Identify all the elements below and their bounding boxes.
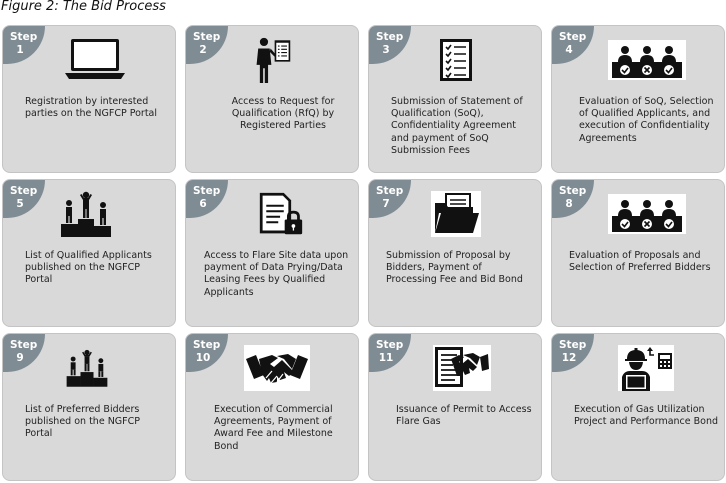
step-number: 6 [199, 198, 207, 210]
step-card [551, 179, 725, 327]
step-badge [3, 180, 45, 218]
step-number: 9 [16, 352, 24, 364]
step-number: 3 [382, 44, 390, 56]
step-word: Step [193, 31, 221, 43]
podium-icon [59, 191, 113, 237]
figure-title: Figure 2: The Bid Process [1, 0, 166, 14]
step-number: 11 [378, 352, 394, 364]
step-badge [552, 334, 594, 372]
step-word: Step [10, 31, 38, 43]
step-card [185, 25, 359, 173]
step-description: Evaluation of Proposals and Selection of Preferred Bidders [569, 250, 711, 274]
step-word: Step [193, 185, 221, 197]
handshake-icon [244, 345, 310, 391]
step-number: 8 [565, 198, 573, 210]
step-number: 7 [382, 198, 390, 210]
evaluation-panel-icon [608, 37, 686, 83]
step-card [2, 179, 176, 327]
folder-icon [431, 191, 481, 237]
step-badge [369, 26, 411, 64]
step-number: 5 [16, 198, 24, 210]
podium-icon [65, 345, 109, 391]
step-description: Execution of Gas Utilization Project and Performance Bond [574, 404, 719, 428]
engineer-icon [618, 345, 674, 391]
step-description: Access to Request for Qualification (RfQ) by Registered Parties [231, 96, 335, 132]
step-description: Submission of Proposal by Bidders, Payment of Processing Fee and Bid Bond [386, 250, 523, 286]
step-description: Evaluation of SoQ, Selection of Qualified Applicants, and execution of Confidentiality Agreements [579, 96, 714, 144]
step-number: 2 [199, 44, 207, 56]
step-word: Step [10, 185, 38, 197]
step-badge [3, 26, 45, 64]
step-card [368, 179, 542, 327]
step-card [185, 179, 359, 327]
step-number: 4 [565, 44, 573, 56]
step-number: 10 [195, 352, 211, 364]
step-card [551, 25, 725, 173]
step-badge [369, 180, 411, 218]
step-word: Step [376, 185, 404, 197]
step-badge [186, 334, 228, 372]
step-description: List of Qualified Applicants published on the NGFCP Portal [25, 250, 152, 286]
step-card [368, 333, 542, 481]
step-word: Step [376, 31, 404, 43]
locked-document-icon [256, 191, 306, 237]
step-number: 12 [561, 352, 577, 364]
step-badge [186, 180, 228, 218]
step-card [368, 25, 542, 173]
step-word: Step [10, 339, 38, 351]
step-card [2, 25, 176, 173]
step-word: Step [193, 339, 221, 351]
evaluation-panel-icon [608, 191, 686, 237]
laptop-icon [65, 37, 125, 83]
step-card [2, 333, 176, 481]
step-badge [186, 26, 228, 64]
step-badge [552, 26, 594, 64]
checklist-icon [436, 37, 476, 83]
step-description: Access to Flare Site data upon payment of Data Prying/Data Leasing Fees by Qualified Applicants [204, 250, 349, 298]
step-number: 1 [16, 44, 24, 56]
step-badge [369, 334, 411, 372]
step-word: Step [559, 185, 587, 197]
document-handshake-icon [433, 345, 491, 391]
step-description: Submission of Statement of Qualification (SoQ), Confidentiality Agreement and payment of SoQ Submission Fees [391, 96, 523, 156]
step-word: Step [559, 339, 587, 351]
step-description: Execution of Commercial Agreements, Payment of Award Fee and Milestone Bond [214, 404, 333, 452]
step-card [551, 333, 725, 481]
step-description: List of Preferred Bidders published on the NGFCP Portal [25, 404, 140, 440]
step-badge [3, 334, 45, 372]
step-badge [552, 180, 594, 218]
step-card [185, 333, 359, 481]
step-description: Registration by interested parties on the NGFCP Portal [25, 96, 158, 120]
step-word: Step [559, 31, 587, 43]
step-description: Issuance of Permit to Access Flare Gas [396, 404, 532, 428]
presenter-clipboard-icon [250, 37, 296, 83]
step-word: Step [376, 339, 404, 351]
